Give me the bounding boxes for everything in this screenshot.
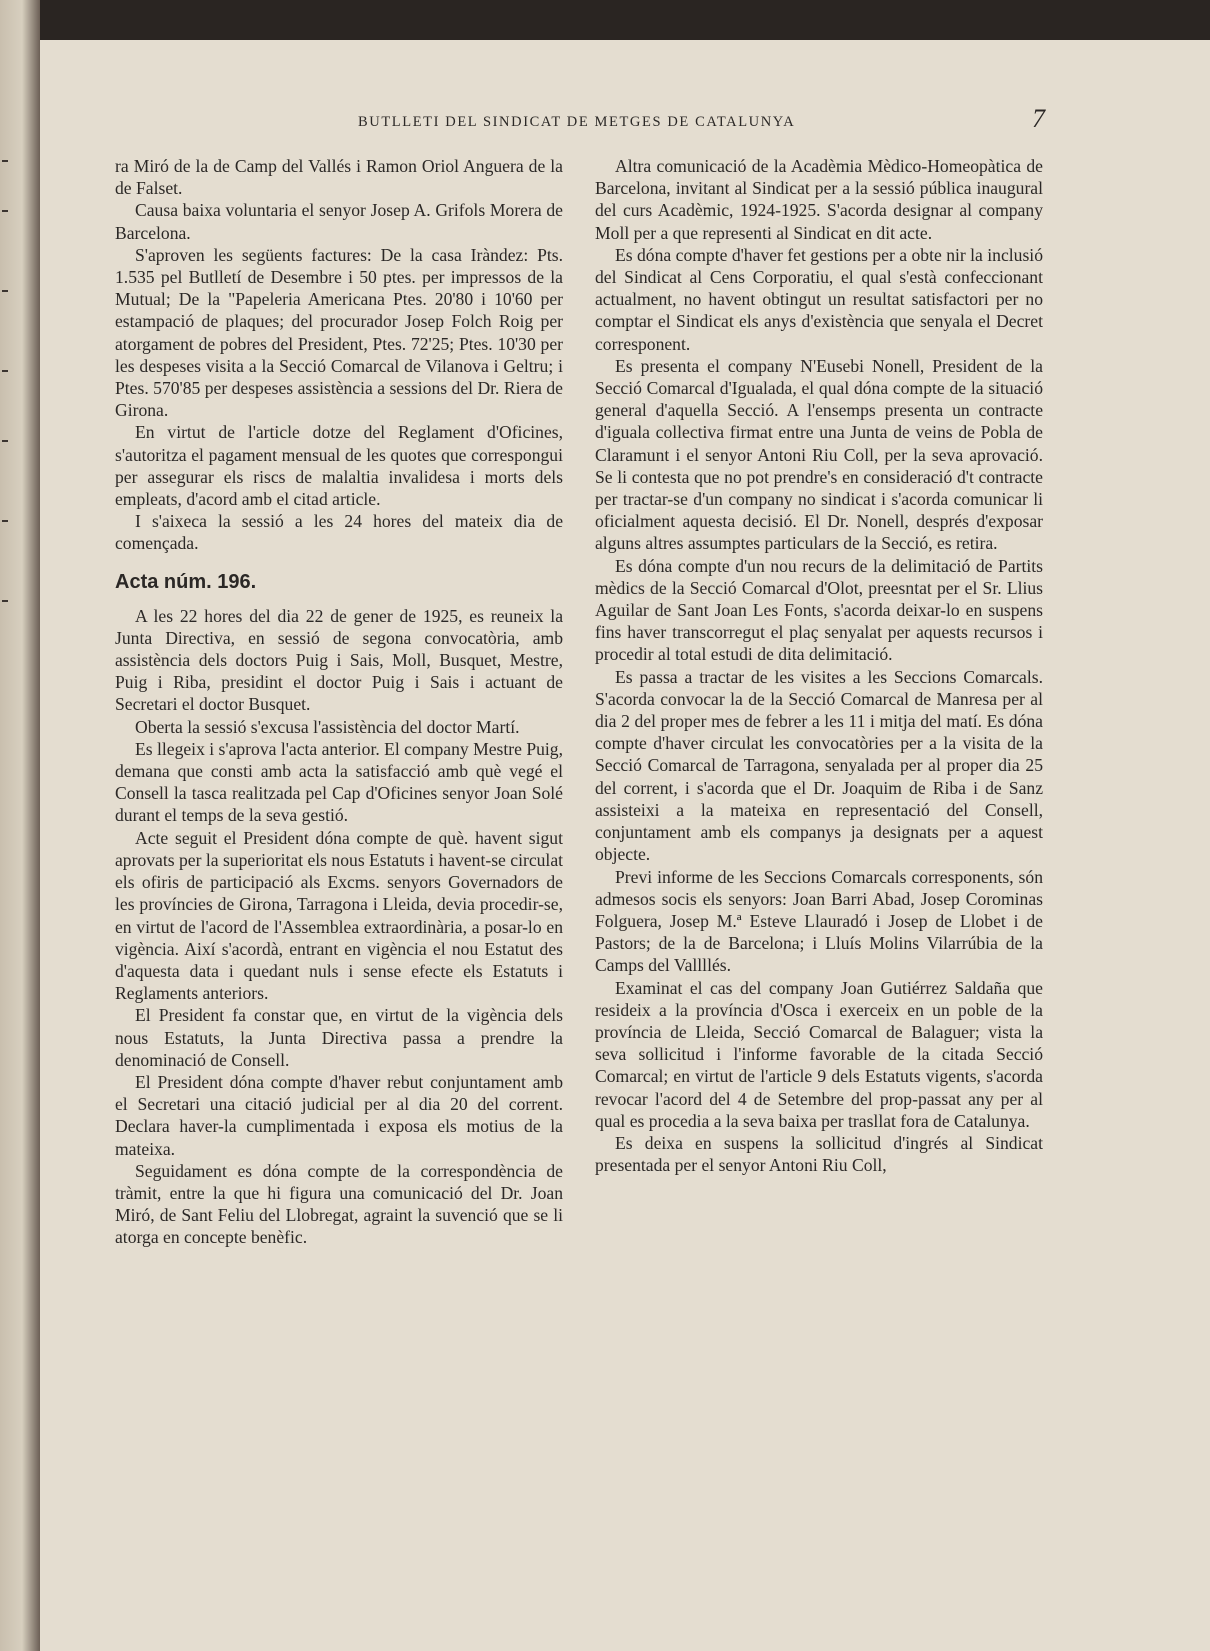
paragraph: Es deixa en suspens la sollicitud d'ingrés al Sindicat presentada per el senyor Antoni Riu Coll, xyxy=(595,1132,1043,1176)
paragraph: S'aproven les següents factures: De la casa Iràndez: Pts. 1.535 pel Butlletí de Desembre i 50 ptes. per impressos de la Mutual; De la "Papeleria Americana Ptes. 20'80 i 10'60 per estampació de plaques; del procurador Josep Folch Roig per atorgament de pobres del President, Ptes. 72'25; Ptes. 10'30 per les despeses visita a la Secció Comarcal de Vilanova i Geltru; i Ptes. 570'85 per despeses assistència a sessions del Dr. Riera de Girona. xyxy=(115,244,563,421)
paragraph: A les 22 hores del dia 22 de gener de 1925, es reuneix la Junta Directiva, en sessió de segona convocatòria, amb assistència dels doctors Puig i Sais, Moll, Busquet, Mestre, Puig i Riba, presidint el doctor Puig i Sais i actuant de Secretari el doctor Busquet. xyxy=(115,605,563,715)
paragraph: Examinat el cas del company Joan Gutiérrez Saldaña que resideix a la província d'Osca i exerceix en un poble de la província de Lleida, Secció Comarcal de Balaguer; vista la seva sollicitud i l'informe favorable de la citada Secció Comarcal; en virtut de l'article 9 dels Estatuts vigents, s'acorda revocar l'acord del 4 de Setembre del prop-passat any per al qual es procedia a la seva baixa per trasllat fora de Catalunya. xyxy=(595,977,1043,1131)
paragraph: Es llegeix i s'aprova l'acta anterior. El company Mestre Puig, demana que consti amb acta la satisfacció amb què vegé el Consell la tasca realitzada pel Cap d'Oficines senyor Joan Solé durant el temps de la seva gestió. xyxy=(115,738,563,826)
margin-mark xyxy=(2,370,8,372)
paragraph: Seguidament es dóna compte de la correspondència de tràmit, entre la que hi figura una comunicació del Dr. Joan Miró, de Sant Feliu del Llobregat, agraint la suvenció que se li atorga en concepte benèfic. xyxy=(115,1160,563,1248)
margin-marks xyxy=(0,140,12,640)
paragraph: Previ informe de les Seccions Comarcals corresponents, són admesos socis els senyors: Joan Barri Abad, Josep Corominas Folguera, Josep M.ª Esteve Llauradó i Josep de Llobet i de Pastors; de la de Barcelona; i Lluís Molins Vilarrúbia de la Camps del Vallllés. xyxy=(595,866,1043,976)
paragraph: ra Miró de la de Camp del Vallés i Ramon Oriol Anguera de la de Falset. xyxy=(115,156,563,199)
margin-mark xyxy=(2,210,8,212)
page-number: 7 xyxy=(1032,104,1045,133)
margin-mark xyxy=(2,600,8,602)
running-title: BUTLLETI DEL SINDICAT DE METGES DE CATALUNYA xyxy=(358,114,796,130)
paragraph: Es passa a tractar de les visites a les Seccions Comarcals. S'acorda convocar la de la Secció Comarcal de Manresa per al dia 2 del proper mes de febrer a les 11 i mitja del matí. Es dóna compte d'haver circulat les convocatòries per a la visita de la Secció Comarcal de Tarragona, senyalada per al proper dia 25 del corrent, i s'acorda que el Dr. Joaquim de Riba i de Sanz assisteixi a la mateixa en representació del Consell, conjuntament amb els companys ja designats per a aquest objecte. xyxy=(595,666,1043,865)
paragraph: En virtut de l'article dotze del Reglament d'Oficines, s'autoritza el pagament mensual de les quotes que correspongui per assegurar els riscs de malaltia invalidesa i morts dels empleats, d'acord amb el citad article. xyxy=(115,422,563,510)
section-heading: Acta núm. 196. xyxy=(115,570,257,593)
paragraph: El President dóna compte d'haver rebut conjuntament amb el Secretari una citació judicial per al dia 20 del corrent. Declara haver-la cumplimentada i exposa els motius de la mateixa. xyxy=(115,1071,563,1159)
margin-mark xyxy=(2,290,8,292)
paragraph: Oberta la sessió s'excusa l'assistència del doctor Martí. xyxy=(135,716,520,737)
margin-mark xyxy=(2,520,8,522)
paragraph: Es dóna compte d'un nou recurs de la delimitació de Partits mèdics de la Secció Comarcal d'Olot, preesntat per el Sr. Llius Aguilar de Sant Joan Les Fonts, s'acorda deixar-lo en suspens fins haver transcorregut el plaç senyalat per aquests recursos i procedir al total estudi de dita delimitació. xyxy=(595,555,1043,665)
document-page xyxy=(40,40,1210,1651)
margin-mark xyxy=(2,440,8,442)
margin-mark xyxy=(2,160,8,162)
left-column xyxy=(115,155,563,1249)
paragraph: Altra comunicació de la Acadèmia Mèdico-Homeopàtica de Barcelona, invitant al Sindicat per a la sessió pública inaugural del curs Acadèmic, 1924-1925. S'acorda designar al company Moll per a que representi al Sindicat en dit acte. xyxy=(595,156,1043,243)
scan-edge-left xyxy=(0,0,40,1651)
paragraph: I s'aixeca la sessió a les 24 hores del mateix dia de començada. xyxy=(115,511,563,554)
right-column xyxy=(595,155,1043,1176)
paragraph: Es dóna compte d'haver fet gestions per a obte nir la inclusió del Sindicat al Cens Corporatiu, el qual s'està confeccionant actualment, no havent obtingut un resultat satisfactori per no comptar el Sindicat els anys d'existència que senyala el Decret corresponent. xyxy=(595,244,1043,354)
paragraph: Causa baixa voluntaria el senyor Josep A. Grifols Morera de Barcelona. xyxy=(115,200,563,243)
paragraph: Es presenta el company N'Eusebi Nonell, President de la Secció Comarcal d'Igualada, el qual dóna compte de la situació general d'aquella Secció. A l'ensemps presenta un contracte d'iguala collectiva firmat entre una Junta de veins de Pobla de Claramunt i el senyor Antoni Riu Coll, per la seva aprovació. Se li contesta que no pot prendre's en consideració d't contracte per tractar-se d'un company no sindicat i s'acorda comunicar li oficialment aquesta decisió. El Dr. Nonell, després d'exposar alguns altres assumptes particulars de la Secció, es retira. xyxy=(595,355,1043,554)
paragraph: Acte seguit el President dóna compte de què. havent sigut aprovats per la superioritat els nous Estatuts i havent-se circulat els ofiris de participació als Excms. senyors Governadors de les províncies de Girona, Tarragona i Lleida, devia procedir-se, en virtut de l'acord de l'Assemblea extraordinària, a posar-lo en vigència. Així s'acordà, entrant en vigència el nou Estatut des d'aquesta data i quedant nuls i sense efecte els Estatuts i Reglaments anteriors. xyxy=(115,827,564,1004)
page-header xyxy=(40,104,1210,140)
paragraph: El President fa constar que, en virtut de la vigència dels nous Estatuts, la Junta Directiva passa a prendre la denominació de Consell. xyxy=(115,1005,563,1070)
